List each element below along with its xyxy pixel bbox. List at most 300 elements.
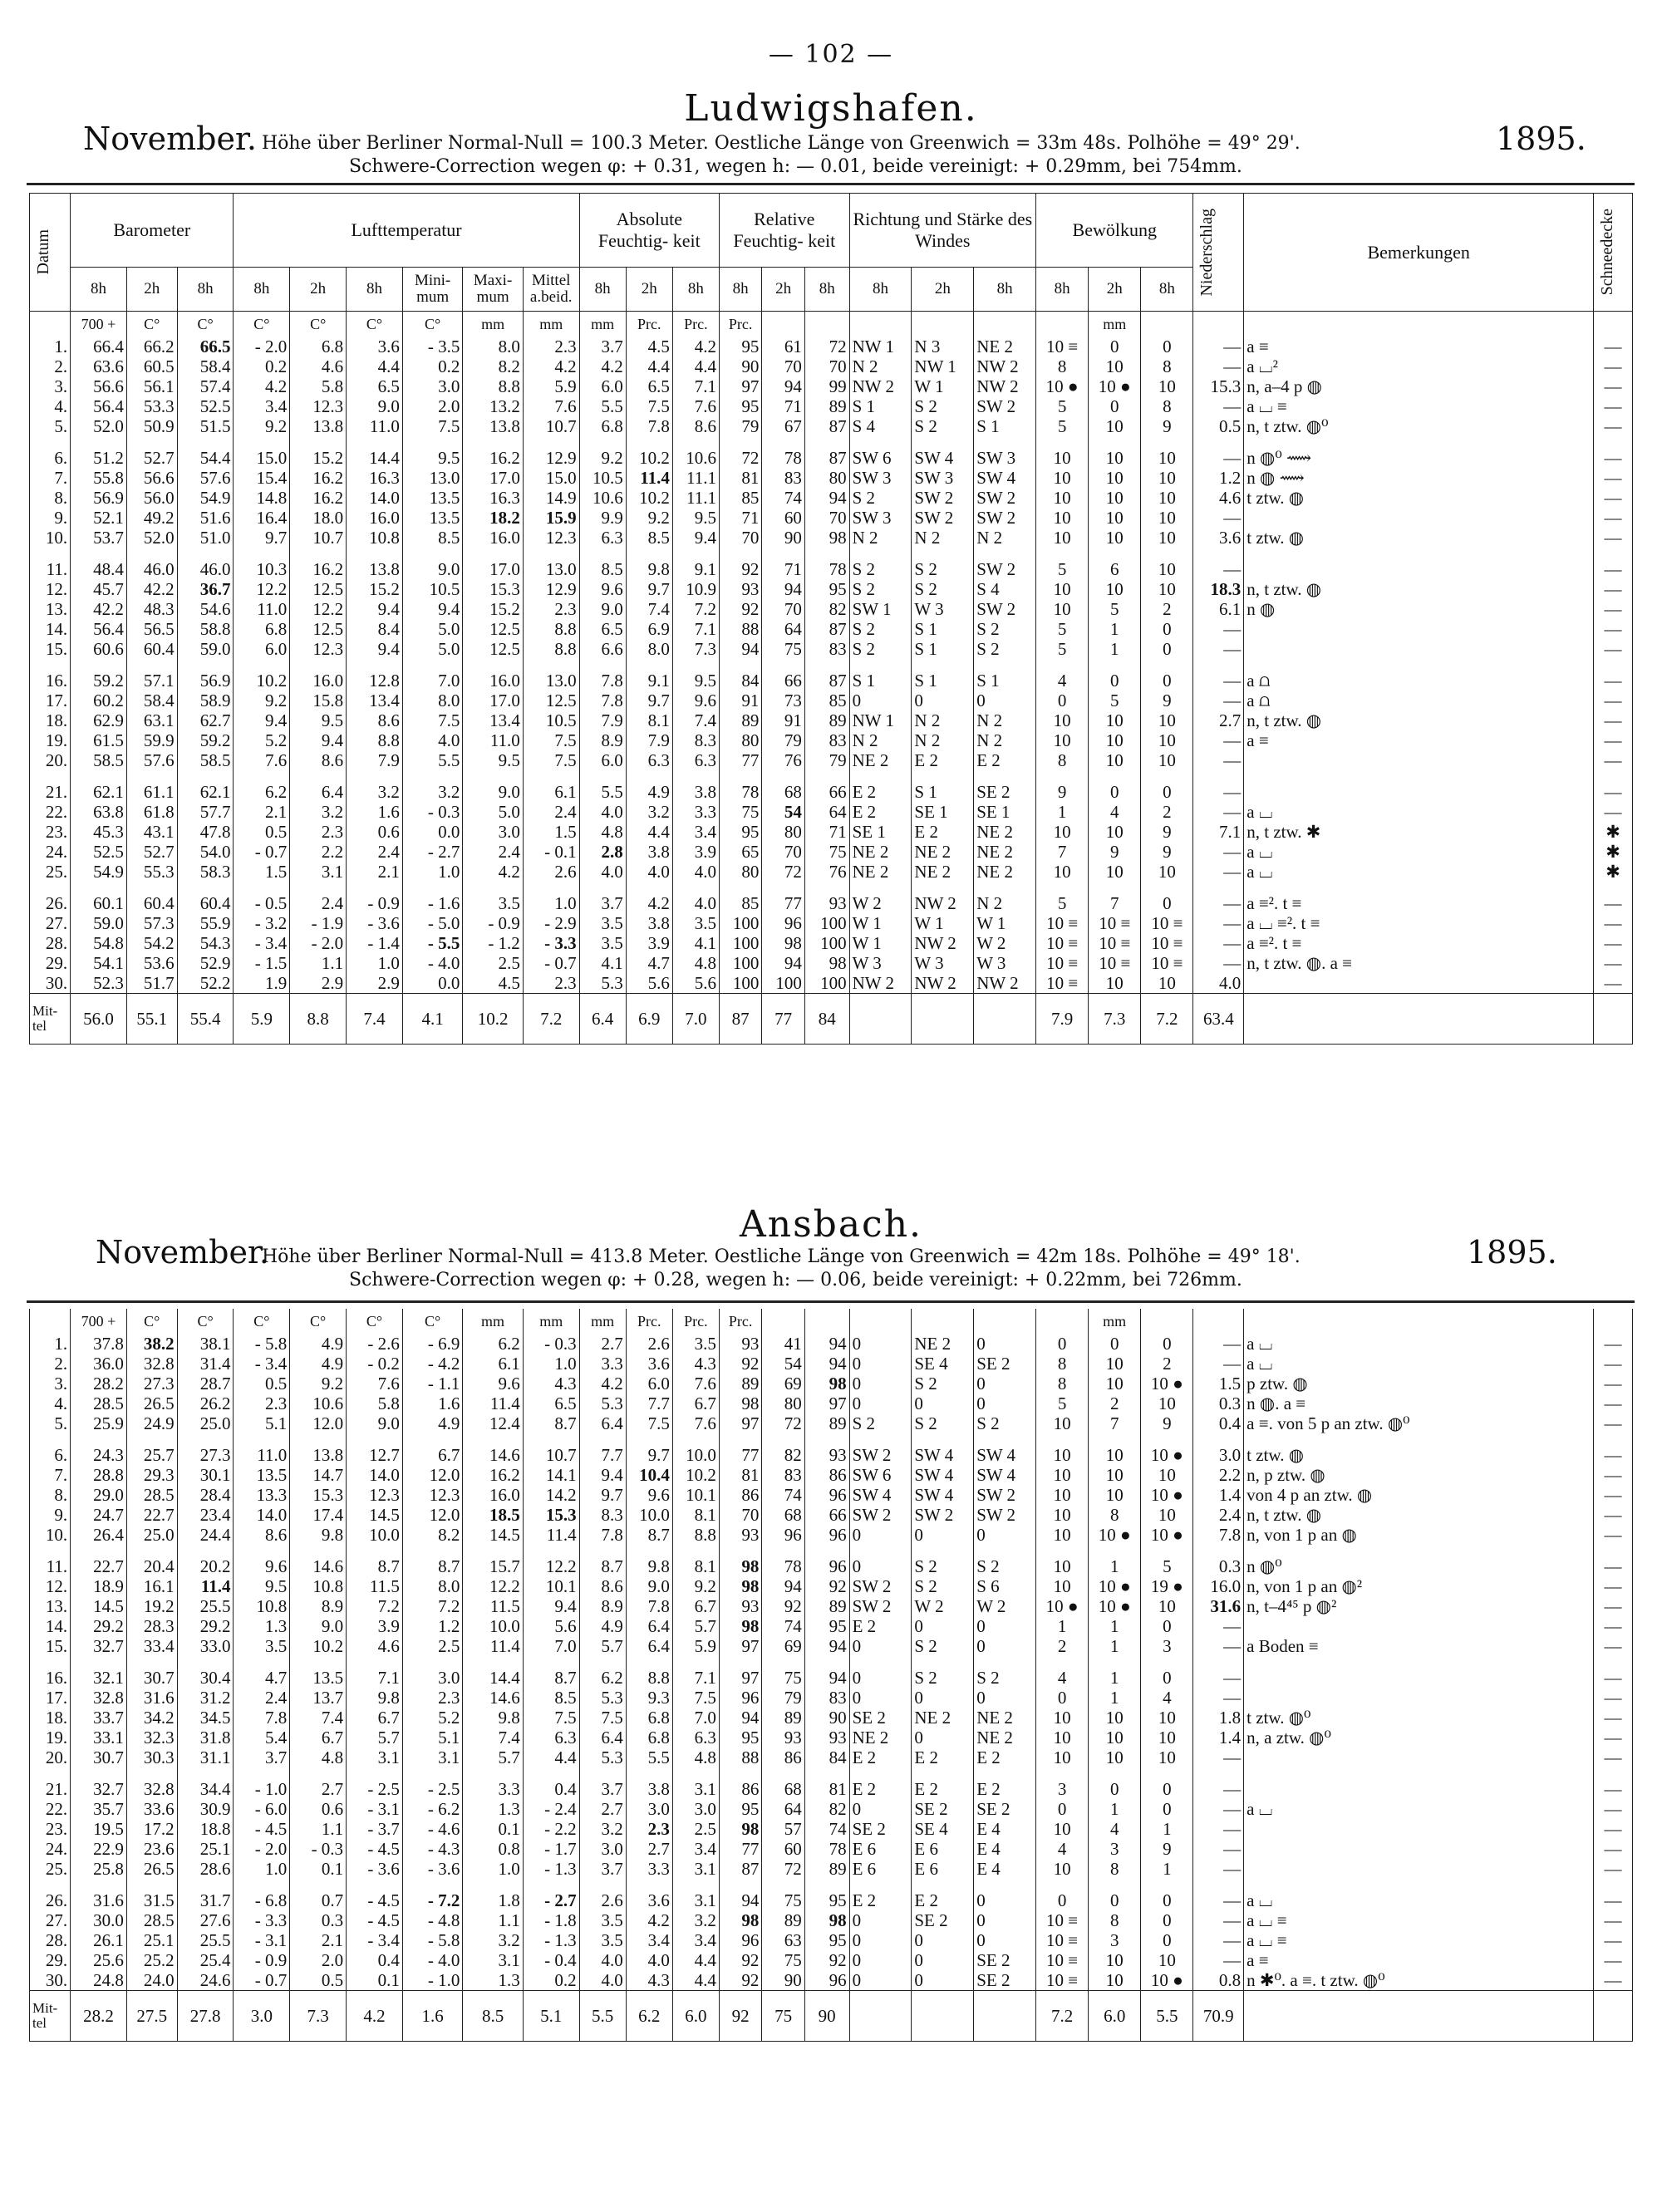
data-cell: 9.7 — [626, 579, 672, 599]
data-cell: 13.5 — [402, 508, 462, 528]
data-cell: E 2 — [912, 1779, 974, 1799]
spacer-cell — [1193, 548, 1244, 559]
data-cell: 0 — [912, 1728, 974, 1747]
data-cell: 93 — [804, 893, 849, 913]
data-cell: 9.4 — [234, 710, 290, 730]
data-cell: NE 2 — [974, 842, 1036, 862]
data-cell: 12.5 — [463, 639, 523, 659]
data-cell: - 6.0 — [234, 1799, 290, 1819]
spacer-cell — [1036, 1767, 1089, 1779]
data-cell: 7.2 — [347, 1596, 403, 1616]
data-cell: 4.4 — [672, 356, 719, 376]
spacer-cell — [719, 882, 761, 893]
data-cell: 2.5 — [672, 1819, 719, 1839]
data-cell: — — [1594, 691, 1633, 710]
data-cell: — — [1193, 691, 1244, 710]
data-cell: 13.8 — [463, 416, 523, 436]
data-cell: 10 — [1036, 599, 1089, 619]
spacer-cell — [626, 1767, 672, 1779]
data-cell: a ≡². t ≡ — [1244, 933, 1594, 953]
date-cell: 28. — [30, 933, 71, 953]
spacer-cell — [402, 436, 462, 448]
data-cell: S 2 — [849, 579, 912, 599]
data-cell: 100 — [719, 973, 761, 994]
data-cell: 10 ≡ — [1141, 913, 1193, 933]
data-cell: 5.1 — [234, 1413, 290, 1433]
data-cell: 8.7 — [626, 1525, 672, 1545]
data-cell: 89 — [804, 1859, 849, 1879]
data-cell: — — [1594, 1556, 1633, 1576]
data-cell: 4 — [1141, 1688, 1193, 1708]
data-cell: 5.8 — [347, 1394, 403, 1413]
data-cell: 94 — [804, 488, 849, 508]
data-cell: 4.4 — [523, 1747, 579, 1767]
data-cell: 8.9 — [579, 1596, 626, 1616]
data-cell: 98 — [719, 1576, 761, 1596]
spacer-cell — [71, 882, 127, 893]
spacer-cell — [804, 659, 849, 671]
data-cell: 5.4 — [234, 1728, 290, 1747]
data-cell: 89 — [804, 1413, 849, 1433]
data-cell: 37.8 — [71, 1334, 127, 1354]
data-cell: 2.0 — [290, 1950, 347, 1970]
spacer-cell — [463, 436, 523, 448]
data-cell: 9 — [1141, 416, 1193, 436]
data-cell: NW 2 — [912, 933, 974, 953]
spacer-cell — [579, 882, 626, 893]
data-cell: 5.5 — [579, 782, 626, 802]
spacer-cell — [1089, 1433, 1141, 1445]
data-cell: S 6 — [974, 1576, 1036, 1596]
data-cell: 13.8 — [347, 559, 403, 579]
data-cell: 3.2 — [463, 1930, 523, 1950]
data-cell: 4.2 — [672, 337, 719, 356]
data-cell: 2.4 — [290, 893, 347, 913]
data-cell: — — [1594, 1890, 1633, 1910]
data-cell: 6.2 — [234, 782, 290, 802]
data-cell: 5.3 — [579, 1747, 626, 1767]
data-cell: - 3.2 — [234, 913, 290, 933]
data-cell: E 2 — [974, 1779, 1036, 1799]
data-cell: 10.0 — [463, 1616, 523, 1636]
spacer-cell — [1141, 882, 1193, 893]
data-cell: 15.3 — [523, 1505, 579, 1525]
data-cell: 0 — [1036, 691, 1089, 710]
data-cell: 2.4 — [347, 842, 403, 862]
data-cell: 16.2 — [290, 559, 347, 579]
subheader-h2: 2h — [126, 268, 177, 312]
data-cell: 3.4 — [672, 1839, 719, 1859]
data-cell: - 1.0 — [234, 1779, 290, 1799]
subheader-h8: 8h — [234, 268, 290, 312]
data-cell: 10 ≡ — [1036, 1930, 1089, 1950]
data-cell: 6.4 — [626, 1616, 672, 1636]
data-cell: 8.0 — [463, 337, 523, 356]
data-cell: 10 ● — [1089, 1596, 1141, 1616]
data-cell: N 3 — [912, 337, 974, 356]
data-cell: 1.1 — [290, 1819, 347, 1839]
data-cell: SW 2 — [974, 599, 1036, 619]
spacer-cell — [974, 882, 1036, 893]
data-cell: 36.0 — [71, 1354, 127, 1374]
data-cell: 10 — [1089, 1374, 1141, 1394]
data-cell: 83 — [762, 468, 804, 488]
data-cell: 11.5 — [463, 1596, 523, 1616]
data-cell: N 2 — [849, 356, 912, 376]
subheader-h8: 8h — [974, 268, 1036, 312]
data-cell: 8.8 — [347, 730, 403, 750]
data-cell: NW 1 — [912, 356, 974, 376]
mean-cell — [912, 994, 974, 1045]
data-cell: 35.7 — [71, 1799, 127, 1819]
data-cell: 8.0 — [402, 691, 462, 710]
data-cell: 9.0 — [290, 1616, 347, 1636]
data-cell: - 0.3 — [402, 802, 462, 822]
date-cell: 13. — [30, 599, 71, 619]
data-cell: 3.1 — [347, 1747, 403, 1767]
spacer-row — [30, 770, 1633, 782]
data-cell: 28.5 — [126, 1910, 177, 1930]
data-cell: 94 — [762, 953, 804, 973]
mean-cell: 70.9 — [1193, 1991, 1244, 2042]
data-cell: 10.6 — [672, 448, 719, 468]
data-cell: 0.5 — [234, 822, 290, 842]
data-cell: 10 — [1089, 862, 1141, 882]
data-cell: 0.6 — [347, 822, 403, 842]
spacer-cell — [762, 548, 804, 559]
data-cell: 4 — [1036, 671, 1089, 691]
data-cell: SE 4 — [912, 1819, 974, 1839]
mean-cell: 7.2 — [523, 994, 579, 1045]
data-cell: — — [1594, 730, 1633, 750]
data-cell: 96 — [804, 1970, 849, 1991]
data-cell: 10.2 — [290, 1636, 347, 1656]
data-cell: 86 — [804, 1465, 849, 1485]
table-row — [30, 1839, 1633, 1859]
spacer-cell — [849, 1767, 912, 1779]
data-cell: 80 — [804, 468, 849, 488]
data-cell: 10 ≡ — [1141, 953, 1193, 973]
mean-cell: 7.2 — [1141, 994, 1193, 1045]
data-cell: 0 — [849, 1374, 912, 1394]
data-cell: 12.0 — [290, 1413, 347, 1433]
data-cell: 10 — [1036, 1728, 1089, 1747]
data-cell: W 3 — [974, 953, 1036, 973]
spacer-cell — [1244, 1656, 1594, 1668]
data-cell: 55.3 — [126, 862, 177, 882]
data-cell — [1244, 619, 1594, 639]
data-cell: 6.3 — [626, 750, 672, 770]
spacer-row — [30, 1433, 1633, 1445]
unit-cell: Prc. — [719, 1309, 761, 1334]
data-cell: 3.2 — [579, 1819, 626, 1839]
spacer-cell — [126, 1433, 177, 1445]
data-cell: - 3.7 — [347, 1819, 403, 1839]
data-cell: 4.0 — [579, 1950, 626, 1970]
data-cell: 3.4 — [672, 822, 719, 842]
data-cell: 4 — [1089, 802, 1141, 822]
date-cell: 23. — [30, 822, 71, 842]
data-cell: 31.6 — [71, 1890, 127, 1910]
data-cell: 14.1 — [523, 1465, 579, 1485]
datum-label: Datum — [34, 229, 52, 275]
data-cell: n, a ztw. ◍⁰ — [1244, 1728, 1594, 1747]
data-cell: 87 — [804, 619, 849, 639]
data-cell: 3.2 — [402, 782, 462, 802]
date-cell: 9. — [30, 508, 71, 528]
data-cell: 9.4 — [290, 730, 347, 750]
mean-label: Mit- tel — [30, 1991, 71, 2042]
data-cell: — — [1193, 893, 1244, 913]
data-cell: 0 — [849, 1668, 912, 1688]
date-cell: 19. — [30, 730, 71, 750]
spacer-cell — [290, 1879, 347, 1890]
data-cell: 0 — [1089, 782, 1141, 802]
data-cell: - 0.9 — [234, 1950, 290, 1970]
data-cell: 3.6 — [626, 1890, 672, 1910]
data-cell: 97 — [719, 376, 761, 396]
data-cell: S 1 — [974, 416, 1036, 436]
data-cell: 19 ● — [1141, 1576, 1193, 1596]
data-cell: 16.1 — [126, 1576, 177, 1596]
data-cell: — — [1594, 559, 1633, 579]
data-cell: 18.2 — [463, 508, 523, 528]
data-cell: S 4 — [974, 579, 1036, 599]
data-cell: - 4.5 — [347, 1890, 403, 1910]
data-cell: SW 2 — [974, 396, 1036, 416]
data-cell: 8.0 — [626, 639, 672, 659]
data-cell: S 2 — [849, 1413, 912, 1433]
mean-cell: 6.0 — [1089, 1991, 1141, 2042]
data-cell: 4.4 — [672, 1970, 719, 1991]
data-cell: 54.6 — [177, 599, 234, 619]
data-cell: 10 — [1141, 750, 1193, 770]
data-cell: 0 — [1141, 337, 1193, 356]
spacer-cell — [71, 1767, 127, 1779]
data-cell: 75 — [762, 1668, 804, 1688]
spacer-cell — [762, 1545, 804, 1556]
data-cell: n, t ztw. ◍ — [1244, 579, 1594, 599]
data-cell: 94 — [719, 1708, 761, 1728]
data-cell: 25.2 — [126, 1950, 177, 1970]
data-cell: 97 — [719, 1413, 761, 1433]
unit-cell: C° — [234, 1309, 290, 1334]
spacer-cell — [234, 770, 290, 782]
data-cell: 96 — [719, 1930, 761, 1950]
data-cell: 6.3 — [523, 1728, 579, 1747]
spacer-cell — [579, 548, 626, 559]
spacer-cell — [1141, 1879, 1193, 1890]
data-cell: 10 — [1141, 1596, 1193, 1616]
data-cell: 18.3 — [1193, 579, 1244, 599]
data-cell: E 2 — [849, 1747, 912, 1767]
data-cell: 17.0 — [463, 559, 523, 579]
data-cell: NE 2 — [912, 1334, 974, 1354]
spacer-cell — [974, 1433, 1036, 1445]
data-cell: E 2 — [849, 802, 912, 822]
data-cell: 8 — [1036, 356, 1089, 376]
data-cell: — — [1594, 416, 1633, 436]
date-cell: 10. — [30, 1525, 71, 1545]
data-cell: W 3 — [849, 953, 912, 973]
data-cell: 54 — [762, 802, 804, 822]
data-cell: a Boden ≡ — [1244, 1636, 1594, 1656]
spacer-cell — [1244, 770, 1594, 782]
spacer-cell — [804, 1433, 849, 1445]
data-cell: 2.1 — [234, 802, 290, 822]
subheader-h8: 8h — [719, 268, 761, 312]
data-cell: 38.2 — [126, 1334, 177, 1354]
data-cell: 16.2 — [290, 488, 347, 508]
data-cell: 15.9 — [523, 508, 579, 528]
data-cell: 5.3 — [579, 1394, 626, 1413]
data-cell: 0.1 — [463, 1819, 523, 1839]
data-cell: 8 — [1089, 1859, 1141, 1879]
data-cell: E 2 — [974, 750, 1036, 770]
date-cell: 5. — [30, 1413, 71, 1433]
data-cell: 3.1 — [672, 1859, 719, 1879]
data-cell: 7.7 — [579, 1445, 626, 1465]
data-cell: — — [1193, 639, 1244, 659]
data-cell: 96 — [804, 1525, 849, 1545]
data-cell: 9 — [1141, 842, 1193, 862]
data-cell: 9.1 — [626, 671, 672, 691]
data-cell: — — [1193, 730, 1244, 750]
data-cell: 66.2 — [126, 337, 177, 356]
data-cell: — — [1594, 1799, 1633, 1819]
niederschlag-header — [1193, 194, 1244, 312]
spacer-cell — [672, 1545, 719, 1556]
data-cell: 29.2 — [177, 1616, 234, 1636]
spacer-cell — [402, 882, 462, 893]
data-cell: 69 — [762, 1374, 804, 1394]
table-row — [30, 416, 1633, 436]
data-cell: E 6 — [912, 1839, 974, 1859]
data-cell: SW 4 — [912, 448, 974, 468]
table-row — [30, 973, 1633, 994]
data-cell: 70 — [719, 528, 761, 548]
data-cell: 10 ≡ — [1141, 933, 1193, 953]
data-cell: E 2 — [849, 782, 912, 802]
spacer-cell — [1036, 548, 1089, 559]
data-cell: n, von 1 p an ◍ — [1244, 1525, 1594, 1545]
data-cell — [1244, 1779, 1594, 1799]
spacer-cell — [402, 770, 462, 782]
data-cell: 6.0 — [579, 750, 626, 770]
data-cell: 0 — [912, 1616, 974, 1636]
data-cell: 3.4 — [234, 396, 290, 416]
data-cell: 58.5 — [177, 750, 234, 770]
data-cell: 9.4 — [347, 639, 403, 659]
data-cell: a ⌴ ≡ — [1244, 396, 1594, 416]
data-cell: 94 — [762, 376, 804, 396]
data-cell: — — [1594, 356, 1633, 376]
data-cell: 16.0 — [463, 671, 523, 691]
data-cell: 3.2 — [626, 802, 672, 822]
data-cell: 10 — [1089, 1354, 1141, 1374]
table-row — [30, 782, 1633, 802]
spacer-cell — [234, 882, 290, 893]
data-cell: SW 6 — [849, 1465, 912, 1485]
data-cell: 0 — [1141, 619, 1193, 639]
data-cell: NW 2 — [974, 973, 1036, 994]
data-cell: 8.7 — [347, 1556, 403, 1576]
data-cell: - 0.3 — [290, 1839, 347, 1859]
data-cell: 8 — [1089, 1505, 1141, 1525]
data-cell: SE 2 — [974, 1799, 1036, 1819]
data-cell: 5.7 — [672, 1616, 719, 1636]
data-cell: 62.1 — [177, 782, 234, 802]
station-info-line1: Höhe über Berliner Normal-Null = 413.8 Meter. Oestliche Länge von Greenwich = 42m 18s. Polhöhe = 49° 18'. — [262, 1246, 1301, 1267]
data-cell: 1 — [1089, 1616, 1141, 1636]
data-cell: 60.1 — [71, 893, 127, 913]
spacer-cell — [1244, 659, 1594, 671]
data-cell: 25.5 — [177, 1596, 234, 1616]
data-cell: 0 — [912, 1525, 974, 1545]
table-row — [30, 1747, 1633, 1767]
data-cell: 9.5 — [234, 1576, 290, 1596]
data-cell: 88 — [719, 619, 761, 639]
unit-cell — [1036, 312, 1089, 337]
data-cell: 77 — [719, 1839, 761, 1859]
data-cell: 59.2 — [71, 671, 127, 691]
data-cell: 77 — [719, 750, 761, 770]
data-cell: 10 ≡ — [1089, 913, 1141, 933]
spacer-cell — [234, 1545, 290, 1556]
data-cell: NE 2 — [849, 750, 912, 770]
data-cell: — — [1193, 802, 1244, 822]
data-cell: 4.0 — [579, 862, 626, 882]
data-cell: - 0.5 — [234, 893, 290, 913]
data-cell: 3.5 — [579, 913, 626, 933]
data-cell: 95 — [719, 1799, 761, 1819]
data-cell: 70 — [804, 356, 849, 376]
data-cell: 17.4 — [290, 1505, 347, 1525]
unit-cell: mm — [1089, 1309, 1141, 1334]
mean-cell: 27.8 — [177, 1991, 234, 2042]
spacer-cell — [579, 1433, 626, 1445]
date-cell: 28. — [30, 1930, 71, 1950]
data-cell: S 1 — [912, 639, 974, 659]
data-cell: 4.7 — [234, 1668, 290, 1688]
data-cell: 15.3 — [463, 579, 523, 599]
data-cell: 1.4 — [1193, 1728, 1244, 1747]
data-cell: 8.7 — [523, 1668, 579, 1688]
data-cell: N 2 — [912, 528, 974, 548]
data-cell: 0.4 — [523, 1779, 579, 1799]
data-cell: - 2.0 — [234, 1839, 290, 1859]
data-cell: — — [1594, 1728, 1633, 1747]
data-cell — [1244, 1859, 1594, 1879]
data-cell: a ⌴ ≡². t ≡ — [1244, 913, 1594, 933]
data-cell: S 2 — [974, 639, 1036, 659]
data-cell: 0 — [1036, 1688, 1089, 1708]
spacer-cell — [290, 659, 347, 671]
spacer-cell — [974, 659, 1036, 671]
data-cell: 0 — [849, 691, 912, 710]
spacer-cell — [177, 770, 234, 782]
data-cell: — — [1594, 468, 1633, 488]
data-cell: 10 — [1036, 1556, 1089, 1576]
spacer-cell — [912, 770, 974, 782]
data-cell: 2.1 — [347, 862, 403, 882]
data-cell: 8.3 — [579, 1505, 626, 1525]
data-cell: 5.6 — [672, 973, 719, 994]
data-cell: 2.5 — [463, 953, 523, 973]
data-cell: 4.2 — [579, 1374, 626, 1394]
data-cell: 6.0 — [626, 1374, 672, 1394]
data-cell: 5.1 — [402, 1728, 462, 1747]
